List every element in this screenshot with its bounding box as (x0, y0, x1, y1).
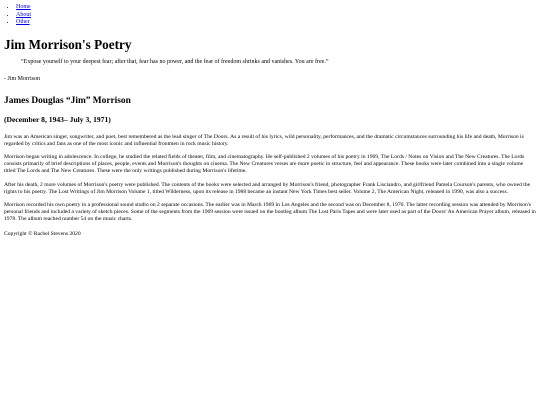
life-dates: (December 8, 1943– July 3, 1971) (4, 115, 111, 125)
subtitle: James Douglas “Jim” Morrison (4, 95, 131, 106)
nav-link-home[interactable]: Home (16, 4, 31, 10)
page-title: Jim Morrison's Poetry (4, 36, 132, 52)
copyright-footer: Copyright © Rachel Stevens 2020 (4, 230, 81, 237)
nav-item-other (16, 19, 536, 27)
bio-paragraph: Jim was an American singer, songwriter, and poet, best remembered as the lead singer of The Doors. As a result of his lyrics, wild personality, performances, and the dramatic circumstances surrounding his life and death, Morrison is regarded by critics and fans as one of the most iconic and influential frontmen in rock music history. (4, 133, 524, 147)
recordings-paragraph: Morrison recorded his own poetry in a professional sound studio on 2 separate occasions. The earlier was in March 1969 in Los Angeles and the second was on December 8, 1970. The latter recording session was attended by Morrison's personal friends and included a variety of sketch pieces. Some of the segments from the 1969 session were issued on the bootleg album The Lost Paris Tapes and were later used as part of the Doors' An American Prayer album, released in 1978. The album reached number 54 on the music charts. (4, 202, 536, 223)
posthumous-paragraph: After his death, 2 more volumes of Morrison's poetry were published. The contents of the books were selected and arranged by Morrison's friend, photographer Frank Lisciandro, and girlfriend Pamela Courson's parents, who owned the rights to his poetry. The Lost Writings of Jim Morrison Volume 1, titled Wilderness, upon its release in 1988 became an instant New York Times best seller. Volume 2, The American Night, released in 1990, was also a success. (4, 181, 531, 195)
nav-item-about (16, 12, 536, 20)
nav-link-about[interactable]: About (16, 11, 31, 18)
nav-link-other[interactable]: Other (16, 19, 30, 26)
nav-list (4, 0, 536, 27)
quote-author: - Jim Morrison (4, 76, 40, 83)
quote: “Expose yourself to your deepest fear; after that, fear has no power, and the fear of freedom shrinks and vanishes. You are free.” (21, 59, 329, 66)
nav-item-home (16, 4, 536, 12)
writing-paragraph: Morrison began writing in adolescence. In college, he studied the related fields of theater, film, and cinematography. He self-published 2 volumes of his poetry in 1969, The Lords / Notes on Vision and The New Creatures. The Lords consists primarily of brief descriptions of places, people, events and Morrison's thoughts on cinema. The New Creatures verses are more poetic in structure, feel and appearance. These books were later combined into a single volume titled The Lords and The New Creatures. These were the only writings published during Morrison's lifetime. (4, 153, 525, 175)
